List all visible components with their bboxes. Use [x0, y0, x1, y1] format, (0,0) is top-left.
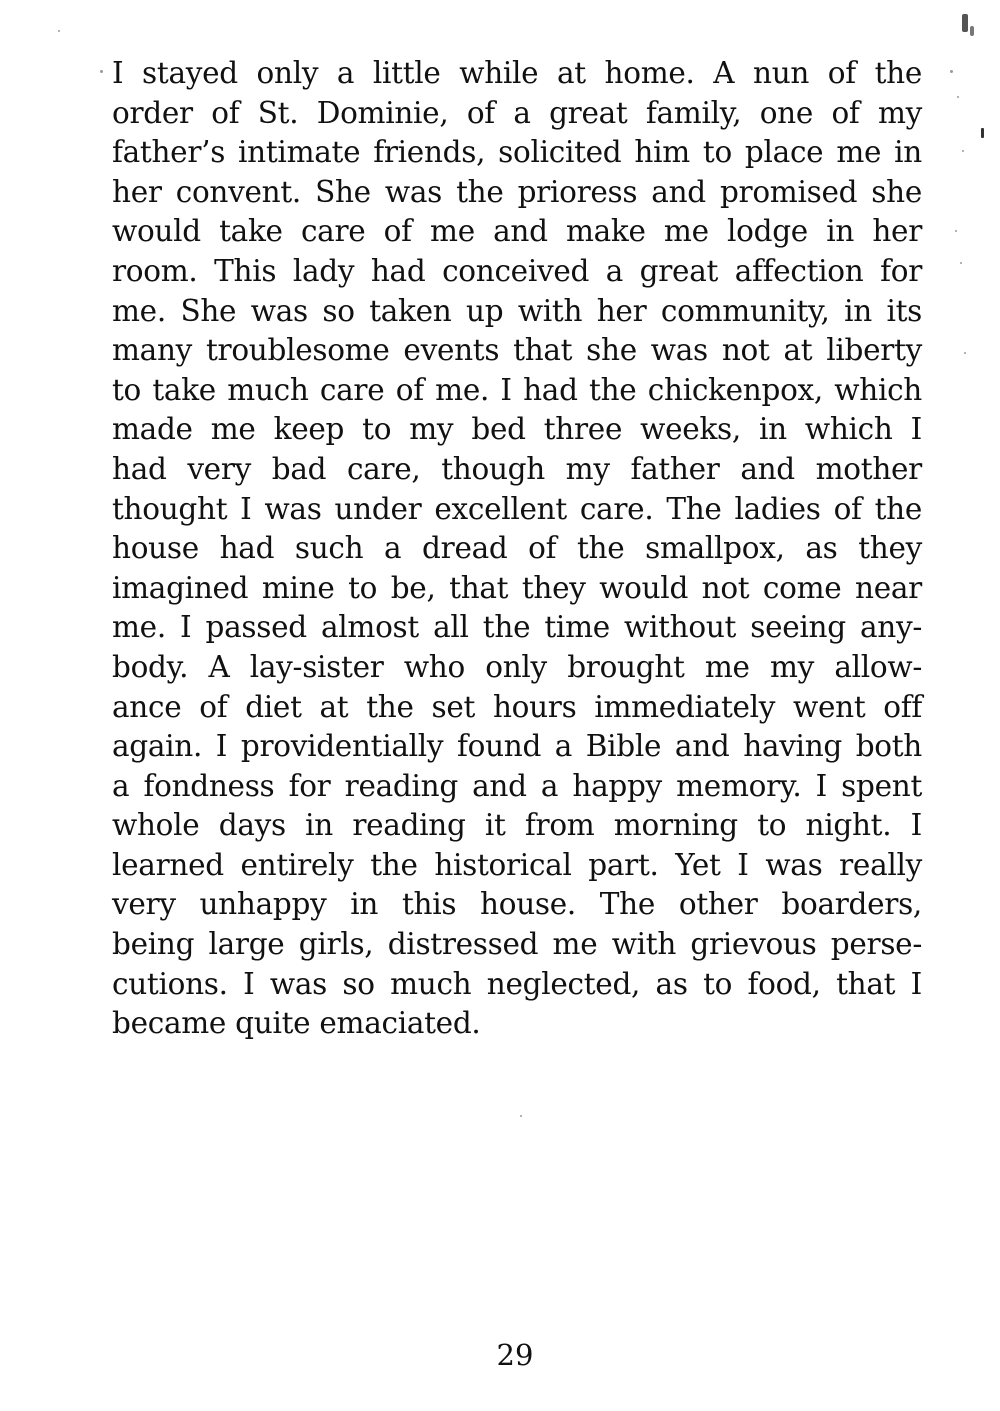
text-line: order of St. Dominie, of a great family, one of my: [112, 95, 922, 130]
text-line: me. I passed almost all the time without seeing any-: [112, 610, 922, 645]
text-line: very unhappy in this house. The other boarders,: [112, 887, 922, 922]
text-line: a fondness for reading and a happy memory. I spent: [112, 768, 922, 803]
scan-speck: [962, 14, 968, 32]
scan-speck: [955, 230, 957, 232]
scan-speck: [964, 352, 966, 354]
text-line: learned entirely the historical part. Yet I was really: [112, 847, 922, 882]
text-line: room. This lady had conceived a great affection for: [112, 253, 922, 288]
scan-speck: [520, 1115, 522, 1117]
text-line: house had such a dread of the smallpox, as they: [112, 531, 922, 566]
text-line: made me keep to my bed three weeks, in which I: [112, 412, 922, 447]
text-line: again. I providentially found a Bible and having both: [112, 729, 922, 764]
text-line: I stayed only a little while at home. A nun of the: [112, 56, 922, 90]
text-line: whole days in reading it from morning to night. I: [112, 808, 922, 843]
scan-speck: [58, 30, 60, 32]
text-line: father’s intimate friends, solicited him to place me in: [112, 135, 922, 170]
text-line: ance of diet at the set hours immediately went off: [112, 689, 922, 724]
text-line: me. She was so taken up with her community, in its: [112, 293, 922, 328]
text-line: many troublesome events that she was not at liberty: [112, 333, 922, 368]
text-line: imagined mine to be, that they would not come near: [112, 570, 922, 605]
scan-speck: [100, 70, 103, 73]
body-paragraph: [112, 54, 922, 1044]
scan-speck: [962, 150, 964, 152]
page-number: 29: [496, 1338, 534, 1372]
scan-speck: [960, 262, 962, 264]
text-line: to take much care of me. I had the chickenpox, which: [112, 372, 922, 407]
scan-speck: [981, 128, 984, 138]
text-line: thought I was under excellent care. The ladies of the: [112, 491, 922, 526]
scan-speck: [950, 70, 953, 73]
text-line: body. A lay-sister who only brought me my allow-: [112, 649, 922, 684]
text-line: had very bad care, though my father and mother: [112, 451, 922, 486]
text-line: her convent. She was the prioress and promised she: [112, 174, 922, 209]
text-line: cutions. I was so much neglected, as to food, that I: [112, 966, 922, 1001]
scan-speck: [957, 96, 959, 98]
text-line: would take care of me and make me lodge in her: [112, 214, 922, 249]
text-line: being large girls, distressed me with grievous perse-: [112, 927, 922, 962]
text-line: became quite emaciated.: [112, 1006, 481, 1041]
scan-speck: [970, 26, 974, 36]
